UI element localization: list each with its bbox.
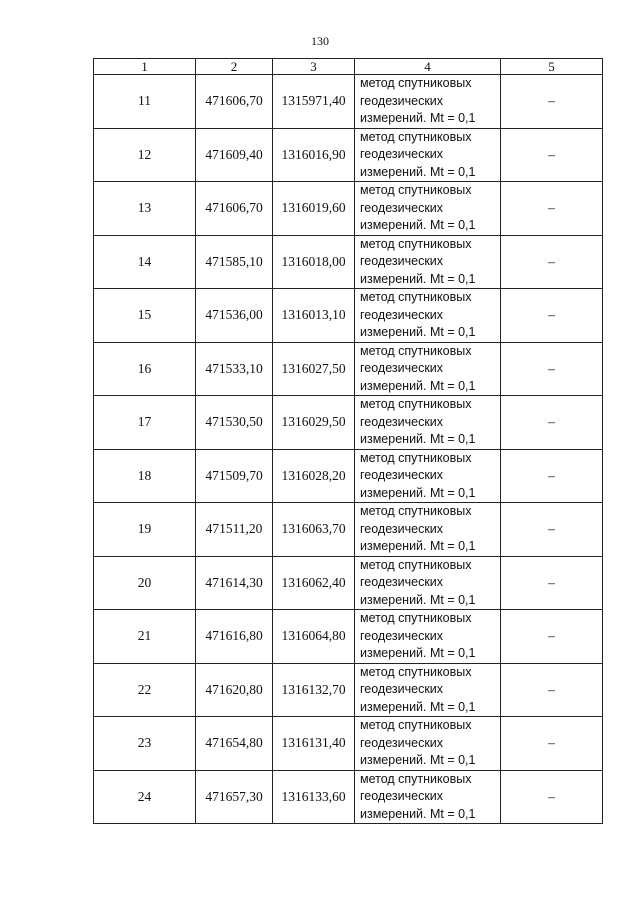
method-line: измерений. Mt = 0,1 xyxy=(360,432,476,446)
note-cell: – xyxy=(501,182,603,236)
header-cell-5: 5 xyxy=(501,59,603,75)
y-coordinate-cell: 1316131,40 xyxy=(273,717,355,771)
x-coordinate-cell: 471533,10 xyxy=(196,342,273,396)
point-number-cell: 24 xyxy=(94,770,196,824)
method-line: геодезических xyxy=(360,414,444,429)
x-coordinate-cell: 471530,50 xyxy=(196,396,273,450)
header-cell-2: 2 xyxy=(196,59,273,75)
table-row xyxy=(94,610,603,664)
table-row xyxy=(94,289,603,343)
method-line: измерений. Mt = 0,1 xyxy=(360,753,476,767)
method-cell xyxy=(355,128,501,182)
note-cell: – xyxy=(501,128,603,182)
x-coordinate-cell: 471585,10 xyxy=(196,235,273,289)
y-coordinate-cell: 1316019,60 xyxy=(273,182,355,236)
point-number-cell: 20 xyxy=(94,556,196,610)
table-row xyxy=(94,449,603,503)
y-coordinate-cell: 1316062,40 xyxy=(273,556,355,610)
method-line: метод спутниковых xyxy=(360,664,472,679)
y-coordinate-cell: 1316013,10 xyxy=(273,289,355,343)
method-line: геодезических xyxy=(360,361,444,375)
method-line: измерений. Mt = 0,1 xyxy=(360,539,476,553)
x-coordinate-cell: 471509,70 xyxy=(196,449,273,503)
table-row xyxy=(94,663,603,717)
method-line: геодезических xyxy=(360,735,444,750)
y-coordinate-cell: 1316132,70 xyxy=(273,663,355,717)
header-cell-4: 4 xyxy=(355,59,501,75)
method-cell xyxy=(355,182,501,236)
note-cell: – xyxy=(501,663,603,717)
method-line: геодезических xyxy=(360,575,444,589)
x-coordinate-cell: 471511,20 xyxy=(196,503,273,557)
method-cell xyxy=(355,610,501,664)
method-line: геодезических xyxy=(360,521,444,536)
method-line: геодезических xyxy=(360,147,444,161)
table-row xyxy=(94,342,603,396)
method-line: метод спутниковых xyxy=(360,718,472,732)
page-number: 130 xyxy=(311,34,329,48)
point-number-cell: 17 xyxy=(94,396,196,450)
method-line: геодезических xyxy=(360,628,444,643)
x-coordinate-cell: 471536,00 xyxy=(196,289,273,343)
point-number-cell: 21 xyxy=(94,610,196,664)
note-cell: – xyxy=(501,610,603,664)
method-line: измерений. Mt = 0,1 xyxy=(360,699,476,714)
y-coordinate-cell: 1316016,90 xyxy=(273,128,355,182)
method-line: геодезических xyxy=(360,93,444,108)
method-cell xyxy=(355,503,501,557)
method-cell xyxy=(355,770,501,824)
note-cell: – xyxy=(501,235,603,289)
method-line: метод спутниковых xyxy=(360,504,472,518)
method-cell xyxy=(355,396,501,450)
table-row xyxy=(94,235,603,289)
method-line: геодезических xyxy=(360,254,444,268)
method-line: метод спутниковых xyxy=(360,450,472,465)
x-coordinate-cell: 471606,70 xyxy=(196,75,273,129)
y-coordinate-cell: 1316063,70 xyxy=(273,503,355,557)
method-line: метод спутниковых xyxy=(360,290,472,304)
method-line: метод спутниковых xyxy=(360,611,472,625)
method-line: метод спутниковых xyxy=(360,236,472,251)
method-line: измерений. Mt = 0,1 xyxy=(360,806,476,821)
y-coordinate-cell: 1316028,20 xyxy=(273,449,355,503)
point-number-cell: 14 xyxy=(94,235,196,289)
y-coordinate-cell: 1316133,60 xyxy=(273,770,355,824)
method-line: измерений. Mt = 0,1 xyxy=(360,592,476,607)
y-coordinate-cell: 1316064,80 xyxy=(273,610,355,664)
method-line: геодезических xyxy=(360,307,444,322)
x-coordinate-cell: 471606,70 xyxy=(196,182,273,236)
table-row xyxy=(94,396,603,450)
method-line: измерений. Mt = 0,1 xyxy=(360,164,476,179)
x-coordinate-cell: 471654,80 xyxy=(196,717,273,771)
method-line: измерений. Mt = 0,1 xyxy=(360,218,476,232)
method-cell xyxy=(355,449,501,503)
note-cell: – xyxy=(501,449,603,503)
note-cell: – xyxy=(501,396,603,450)
method-line: геодезических xyxy=(360,789,444,803)
table-row xyxy=(94,182,603,236)
method-cell xyxy=(355,717,501,771)
method-line: измерений. Mt = 0,1 xyxy=(360,111,476,125)
table-row xyxy=(94,556,603,610)
x-coordinate-cell: 471657,30 xyxy=(196,770,273,824)
note-cell: – xyxy=(501,75,603,129)
point-number-cell: 15 xyxy=(94,289,196,343)
point-number-cell: 18 xyxy=(94,449,196,503)
y-coordinate-cell: 1316029,50 xyxy=(273,396,355,450)
method-line: метод спутниковых xyxy=(360,343,472,358)
point-number-cell: 12 xyxy=(94,128,196,182)
method-line: измерений. Mt = 0,1 xyxy=(360,271,476,286)
method-cell xyxy=(355,235,501,289)
coordinates-table xyxy=(93,58,603,824)
note-cell: – xyxy=(501,556,603,610)
note-cell: – xyxy=(501,342,603,396)
method-line: метод спутниковых xyxy=(360,76,472,90)
note-cell: – xyxy=(501,717,603,771)
header-cell-3: 3 xyxy=(273,59,355,75)
x-coordinate-cell: 471620,80 xyxy=(196,663,273,717)
point-number-cell: 19 xyxy=(94,503,196,557)
method-line: измерений. Mt = 0,1 xyxy=(360,325,476,339)
table-row xyxy=(94,770,603,824)
note-cell: – xyxy=(501,289,603,343)
table-row xyxy=(94,503,603,557)
point-number-cell: 13 xyxy=(94,182,196,236)
table-row xyxy=(94,717,603,771)
method-line: измерений. Mt = 0,1 xyxy=(360,378,476,393)
note-cell: – xyxy=(501,503,603,557)
method-line: метод спутниковых xyxy=(360,557,472,572)
method-line: метод спутниковых xyxy=(360,183,472,197)
x-coordinate-cell: 471609,40 xyxy=(196,128,273,182)
point-number-cell: 16 xyxy=(94,342,196,396)
method-cell xyxy=(355,342,501,396)
method-line: геодезических xyxy=(360,682,444,696)
x-coordinate-cell: 471614,30 xyxy=(196,556,273,610)
point-number-cell: 22 xyxy=(94,663,196,717)
method-cell xyxy=(355,75,501,129)
method-line: метод спутниковых xyxy=(360,771,472,786)
method-line: метод спутниковых xyxy=(360,397,472,411)
y-coordinate-cell: 1316018,00 xyxy=(273,235,355,289)
point-number-cell: 23 xyxy=(94,717,196,771)
y-coordinate-cell: 1315971,40 xyxy=(273,75,355,129)
method-line: измерений. Mt = 0,1 xyxy=(360,646,476,660)
method-line: геодезических xyxy=(360,468,444,482)
note-cell: – xyxy=(501,770,603,824)
method-line: геодезических xyxy=(360,200,444,215)
header-row xyxy=(94,59,603,75)
table-body xyxy=(94,75,603,824)
method-cell xyxy=(355,663,501,717)
table-row xyxy=(94,128,603,182)
header-cell-1: 1 xyxy=(94,59,196,75)
table-header xyxy=(94,59,603,75)
point-number-cell: 11 xyxy=(94,75,196,129)
method-cell xyxy=(355,556,501,610)
method-cell xyxy=(355,289,501,343)
x-coordinate-cell: 471616,80 xyxy=(196,610,273,664)
method-line: измерений. Mt = 0,1 xyxy=(360,485,476,500)
table-row xyxy=(94,75,603,129)
y-coordinate-cell: 1316027,50 xyxy=(273,342,355,396)
method-line: метод спутниковых xyxy=(360,129,472,144)
